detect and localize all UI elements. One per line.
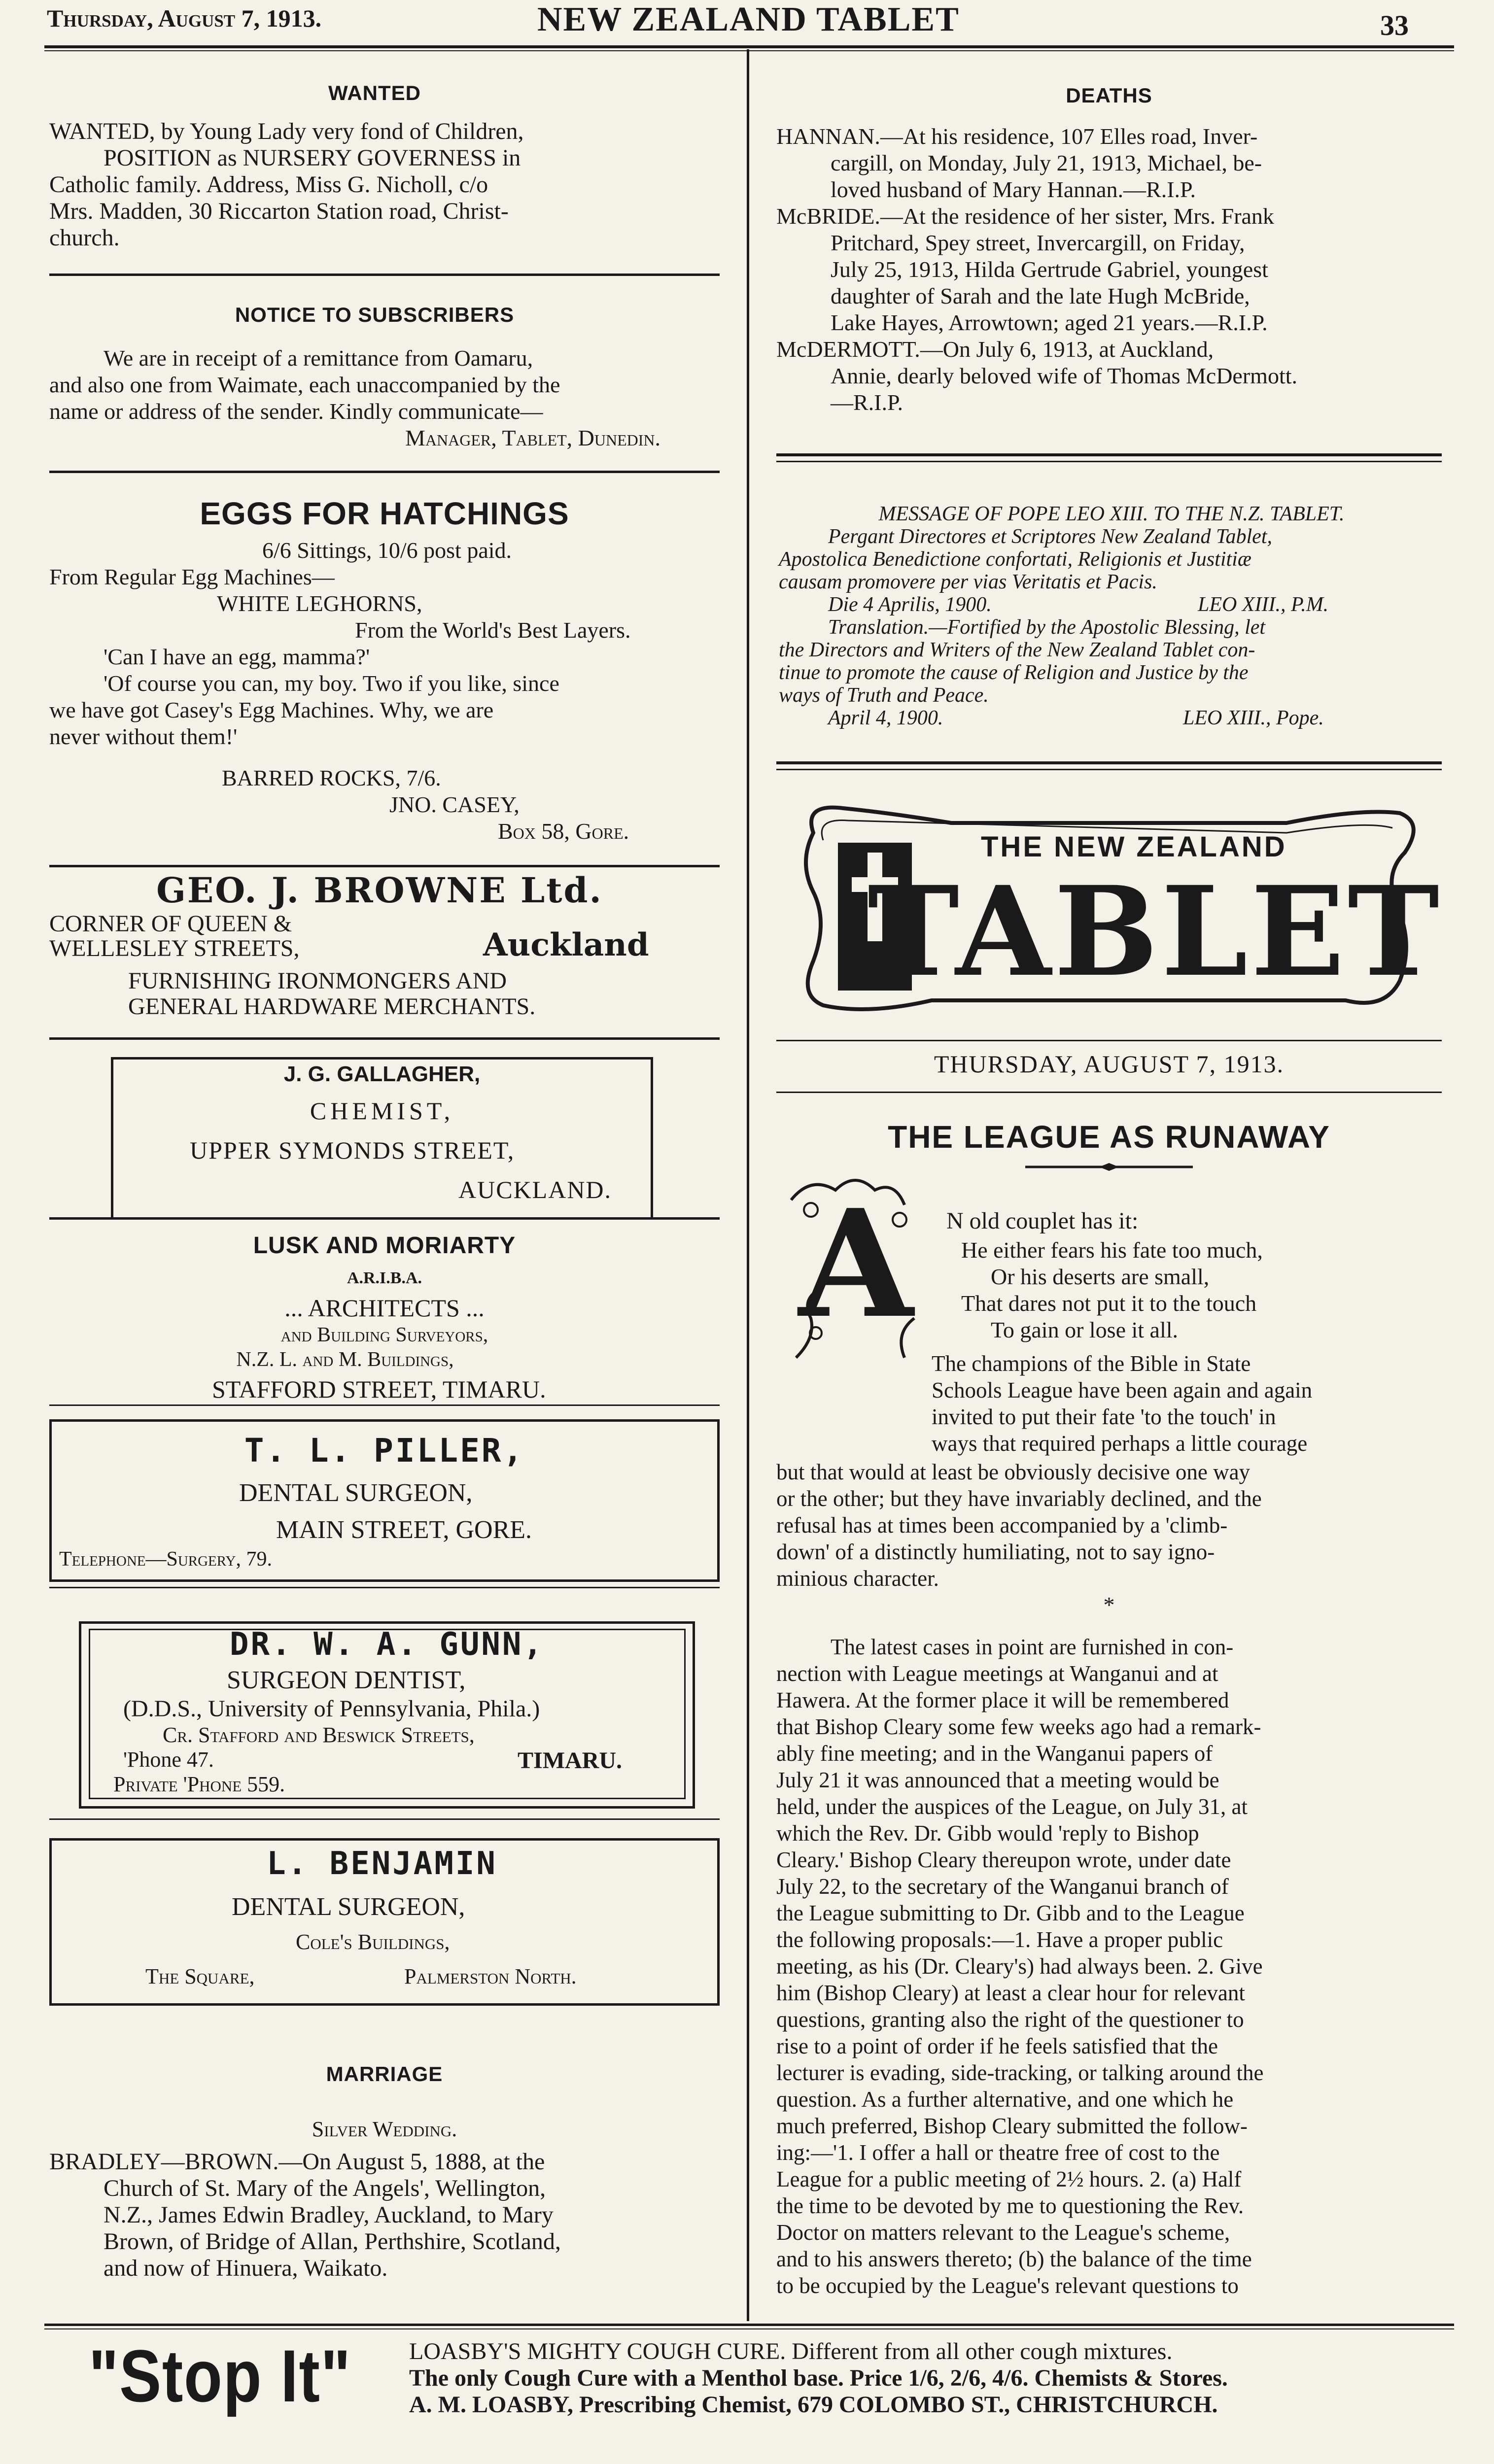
article-line: July 21 it was announced that a meeting would be (776, 1768, 1219, 1792)
wanted-line: WANTED, by Young Lady very fond of Children, (49, 118, 524, 144)
divider (49, 471, 720, 473)
pope-signature: LEO XIII., Pope. (1183, 707, 1324, 729)
header-page-number: 33 (1380, 9, 1409, 41)
article-line: July 22, to the secretary of the Wanganui branch of (776, 1874, 1229, 1899)
article-line: that Bishop Cleary some few weeks ago had a remark- (776, 1714, 1261, 1739)
death-line: cargill, on Monday, July 21, 1913, Michael, be- (831, 150, 1262, 175)
verse-line: He either fears his fate too much, (961, 1237, 1263, 1263)
verse-line: That dares not put it to the touch (961, 1291, 1257, 1316)
masthead-date: THURSDAY, AUGUST 7, 1913. (934, 1050, 1285, 1078)
marriage-body (49, 2149, 725, 2282)
browne-corner-line: WELLESLEY STREETS, (49, 935, 300, 961)
article-line: nection with League meetings at Wanganui and at (776, 1661, 1218, 1686)
article-line: rise to a point of order if he feels satisfied that the (776, 2034, 1218, 2058)
death-line: HANNAN.—At his residence, 107 Elles road, Inver- (776, 124, 1258, 149)
pope-translation-line: Translation.—Fortified by the Apostolic Blessing, let (828, 616, 1266, 639)
browne-city: Auckland (483, 926, 649, 963)
browne-trade (128, 968, 535, 1020)
pope-latin-line: causam promovere per vias Veritatis et Pacis. (779, 571, 1157, 593)
divider (49, 1818, 720, 1820)
article-line: the time to be devoted by me to questioning the Rev. (776, 2193, 1244, 2218)
article-line: question. As a further alternative, and one which he (776, 2087, 1234, 2112)
eggs-heading: EGGS FOR HATCHINGS (200, 496, 569, 531)
article-line: ways that required perhaps a little courage (932, 1431, 1308, 1456)
article-para1-full (776, 1459, 1439, 1592)
eggs-body (49, 537, 725, 845)
piller-trade: DENTAL SURGEON, (239, 1479, 473, 1507)
death-line: —R.I.P. (831, 390, 903, 415)
divider (776, 1040, 1442, 1041)
pope-title: MESSAGE OF POPE LEO XIII. TO THE N.Z. TABLET. (878, 503, 1345, 525)
drop-cap: A (799, 1177, 913, 1351)
death-line: loved husband of Mary Hannan.—R.I.P. (831, 177, 1196, 202)
marriage-heading: MARRIAGE (326, 2062, 443, 2086)
footer-text (409, 2338, 1228, 2418)
masthead-top: THE NEW ZEALAND (981, 831, 1287, 863)
gunn-trade: SURGEON DENTIST, (227, 1666, 466, 1694)
article-line: minious character. (776, 1566, 939, 1591)
article-line: refusal has at times been accompanied by a 'climb- (776, 1513, 1228, 1538)
section-asterisk: * (1103, 1592, 1115, 1617)
eggs-dialogue: 'Can I have an egg, mamma?' (104, 644, 370, 669)
benjamin-building: Cole's Buildings, (296, 1930, 450, 1954)
masthead-big: TABLET (868, 859, 1443, 1004)
article-line: questions, granting also the right of the questioner to (776, 2007, 1244, 2032)
piller-phone: Telephone—Surgery, 79. (59, 1548, 272, 1571)
eggs-seller: JNO. CASEY, (389, 792, 520, 817)
notice-line: name or address of the sender. Kindly communicate— (49, 399, 543, 424)
divider-thin (776, 769, 1442, 770)
pope-translation-line: tinue to promote the cause of Religion and Justice by the (779, 661, 1249, 684)
death-line: July 25, 1913, Hilda Gertrude Gabriel, youngest (831, 257, 1268, 282)
lusk-street: STAFFORD STREET, TIMARU. (212, 1375, 546, 1403)
eggs-breed: WHITE LEGHORNS, (217, 591, 422, 616)
wanted-body (49, 118, 720, 251)
browne-corner (49, 912, 300, 961)
verse-line: To gain or lose it all. (991, 1317, 1179, 1342)
browne-trade-line: FURNISHING IRONMONGERS AND (128, 968, 507, 994)
header-rule (44, 45, 1454, 48)
eggs-dialogue: we have got Casey's Egg Machines. Why, we are (49, 697, 494, 722)
marriage-line: N.Z., James Edwin Bradley, Auckland, to Mary (104, 2202, 554, 2228)
divider (49, 865, 720, 867)
marriage-line: and now of Hinuera, Waikato. (104, 2255, 388, 2281)
notice-line: and also one from Waimate, each unaccompanied by the (49, 372, 560, 397)
eggs-from: From Regular Egg Machines— (49, 564, 335, 589)
divider (49, 1217, 720, 1220)
verse-line: Or his deserts are small, (991, 1264, 1210, 1289)
gunn-name: DR. W. A. GUNN, (230, 1626, 544, 1663)
gallagher-name: J. G. GALLAGHER, (283, 1062, 481, 1086)
article-line: but that would at least be obviously decisive one way (776, 1460, 1251, 1484)
article-line: The latest cases in point are furnished in con- (831, 1635, 1234, 1659)
death-line: Pritchard, Spey street, Invercargill, on Friday, (831, 230, 1245, 255)
article-verse (951, 1237, 1263, 1343)
marriage-line: Brown, of Bridge of Allan, Perthshire, Scotland, (104, 2228, 561, 2255)
article-line: or the other; but they have invariably declined, and the (776, 1486, 1262, 1511)
title-ornament (1025, 1163, 1193, 1169)
article-line: much preferred, Bishop Cleary submitted the follow- (776, 2114, 1248, 2138)
gunn-corner: Cr. Stafford and Beswick Streets, (163, 1723, 475, 1747)
article-opening: N old couplet has it: (946, 1208, 1139, 1234)
article-line: held, under the auspices of the League, on July 31, at (776, 1794, 1248, 1819)
footer-rule-thin (44, 2328, 1454, 2329)
ornament-icon (1025, 1163, 1193, 1171)
article-line: Doctor on matters relevant to the League's scheme, (776, 2220, 1230, 2245)
wanted-line: Catholic family. Address, Miss G. Nicholl, c/o (49, 171, 488, 198)
gallagher-trade: CHEMIST, (310, 1097, 454, 1125)
footer-line: The only Cough Cure with a Menthol base. Price 1/6, 2/6, 4/6. Chemists & Stores. (409, 2365, 1228, 2391)
gallagher-street: UPPER SYMONDS STREET, (190, 1136, 515, 1164)
eggs-breed: BARRED ROCKS, 7/6. (222, 765, 441, 790)
pope-latin-line: Pergant Directores et Scriptores New Zealand Tablet, (828, 525, 1272, 548)
article-line: down' of a distinctly humiliating, not to say igno- (776, 1540, 1215, 1564)
article-line: Hawera. At the former place it will be remembered (776, 1688, 1229, 1712)
footer-line: A. M. LOASBY, Prescribing Chemist, 679 COLOMBO ST., CHRISTCHURCH. (409, 2392, 1218, 2418)
browne-trade-line: GENERAL HARDWARE MERCHANTS. (128, 993, 536, 1020)
footer-rule (44, 2324, 1454, 2326)
article-line: the League submitting to Dr. Gibb and to the League (776, 1901, 1245, 1925)
footer-line: LOASBY'S MIGHTY COUGH CURE. Different from all other cough mixtures. (409, 2338, 1173, 2364)
article-line: and to his answers thereto; (b) the balance of the time (776, 2247, 1252, 2271)
article-line: meeting, as his (Dr. Cleary's) had always been. 2. Give (776, 1954, 1263, 1979)
pope-translation-line: the Directors and Writers of the New Zealand Tablet con- (779, 639, 1255, 661)
article-line: Schools League have been again and again (932, 1378, 1313, 1403)
gallagher-city: AUCKLAND. (458, 1176, 612, 1203)
deaths-heading: DEATHS (1066, 84, 1152, 107)
divider (49, 1037, 720, 1040)
lusk-qual: A.R.I.B.A. (347, 1269, 422, 1287)
article-line: which the Rev. Dr. Gibb would 'reply to Bishop (776, 1821, 1199, 1846)
notice-signature: Manager, Tablet, Dunedin. (405, 425, 660, 450)
article-line: The champions of the Bible in State (932, 1351, 1251, 1376)
divider-thin (776, 461, 1442, 462)
death-line: daughter of Sarah and the late Hugh McBride, (831, 283, 1250, 308)
gunn-qual: (D.D.S., University of Pennsylvania, Phila.) (123, 1696, 540, 1722)
pope-date: April 4, 1900. (828, 707, 943, 729)
gunn-private-phone: Private 'Phone 559. (113, 1772, 285, 1796)
eggs-dialogue: never without them!' (49, 724, 238, 749)
gunn-phone: 'Phone 47. (123, 1747, 214, 1772)
wanted-line: Mrs. Madden, 30 Riccarton Station road, Christ- (49, 198, 509, 224)
pope-date: Die 4 Aprilis, 1900. (828, 593, 992, 616)
piller-street: MAIN STREET, GORE. (276, 1516, 532, 1544)
divider (776, 1092, 1442, 1093)
divider (49, 274, 720, 276)
article-line: ably fine meeting; and in the Wanganui papers of (776, 1741, 1213, 1766)
article-line: the following proposals:—1. Have a proper public (776, 1927, 1223, 1952)
article-title: THE LEAGUE AS RUNAWAY (888, 1119, 1330, 1155)
notice-line: We are in receipt of a remittance from Oamaru, (104, 345, 533, 371)
eggs-best: From the World's Best Layers. (355, 617, 631, 643)
wanted-line: POSITION as NURSERY GOVERNESS in (104, 145, 521, 171)
divider (776, 453, 1442, 456)
pope-translation-line: ways of Truth and Peace. (779, 684, 989, 707)
divider (49, 1587, 720, 1588)
divider (776, 761, 1442, 764)
article-line: League for a public meeting of 2½ hours. 2. (a) Half (776, 2167, 1242, 2191)
lusk-building: N.Z. L. and M. Buildings, (236, 1348, 454, 1371)
pope-signature: LEO XIII., P.M. (1198, 593, 1329, 616)
benjamin-trade: DENTAL SURGEON, (232, 1893, 465, 1921)
death-line: Lake Hayes, Arrowtown; aged 21 years.—R.I.P. (831, 310, 1268, 335)
pope-message (779, 503, 1444, 729)
death-line: McDERMOTT.—On July 6, 1913, at Auckland, (776, 337, 1214, 362)
article-line: lecturer is evading, side-tracking, or talking around the (776, 2060, 1264, 2085)
article-line: ing:—'1. I offer a hall or theatre free of cost to the (776, 2140, 1220, 2165)
divider (49, 1404, 720, 1406)
benjamin-square: The Square, (145, 1964, 255, 1988)
death-line: Annie, dearly beloved wife of Thomas McDermott. (831, 363, 1297, 388)
death-line: McBRIDE.—At the residence of her sister, Mrs. Frank (776, 204, 1274, 229)
lusk-name: LUSK AND MORIARTY (253, 1232, 516, 1259)
benjamin-name: L. BENJAMIN (267, 1846, 497, 1882)
marriage-line: BRADLEY—BROWN.—On August 5, 1888, at the (49, 2149, 545, 2175)
footer-slogan: "Stop It" (89, 2334, 351, 2417)
pope-latin-line: Apostolica Benedictione confortati, Religionis et Justitiæ (779, 548, 1251, 571)
article-line: invited to put their fate 'to the touch' in (932, 1404, 1276, 1429)
article-para2 (776, 1634, 1439, 2299)
eggs-address: Box 58, Gore. (498, 819, 629, 844)
browne-name: GEO. J. BROWNE Ltd. (156, 870, 603, 911)
article-line: him (Bishop Cleary) at least a clear hour for relevant (776, 1981, 1245, 2005)
article-para1-narrow (932, 1350, 1439, 1457)
wanted-line: church. (49, 225, 120, 251)
browne-corner-line: CORNER OF QUEEN & (49, 911, 292, 937)
marriage-line: Church of St. Mary of the Angels', Wellington, (104, 2175, 546, 2201)
lusk-trade: ... ARCHITECTS ... (284, 1294, 485, 1322)
wanted-heading: WANTED (328, 81, 421, 104)
lusk-trade2: and Building Surveyors, (280, 1324, 488, 1346)
article-line: Cleary.' Bishop Cleary thereupon wrote, under date (776, 1848, 1231, 1872)
notice-body (49, 345, 720, 451)
eggs-price: 6/6 Sittings, 10/6 post paid. (262, 538, 512, 563)
notice-heading: NOTICE TO SUBSCRIBERS (235, 303, 515, 326)
eggs-dialogue: 'Of course you can, my boy. Two if you like, since (104, 671, 559, 696)
benjamin-city: Palmerston North. (404, 1964, 577, 1988)
gunn-city: TIMARU. (518, 1747, 622, 1774)
header-date: Thursday, August 7, 1913. (47, 4, 322, 32)
header-rule-thin (44, 50, 1454, 51)
deaths-body (776, 123, 1439, 416)
column-divider (747, 49, 749, 2321)
marriage-sub: Silver Wedding. (312, 2117, 457, 2141)
piller-name: T. L. PILLER, (244, 1432, 525, 1470)
header-title: NEW ZEALAND TABLET (537, 0, 960, 38)
article-line: to be occupied by the League's relevant questions to (776, 2273, 1239, 2298)
